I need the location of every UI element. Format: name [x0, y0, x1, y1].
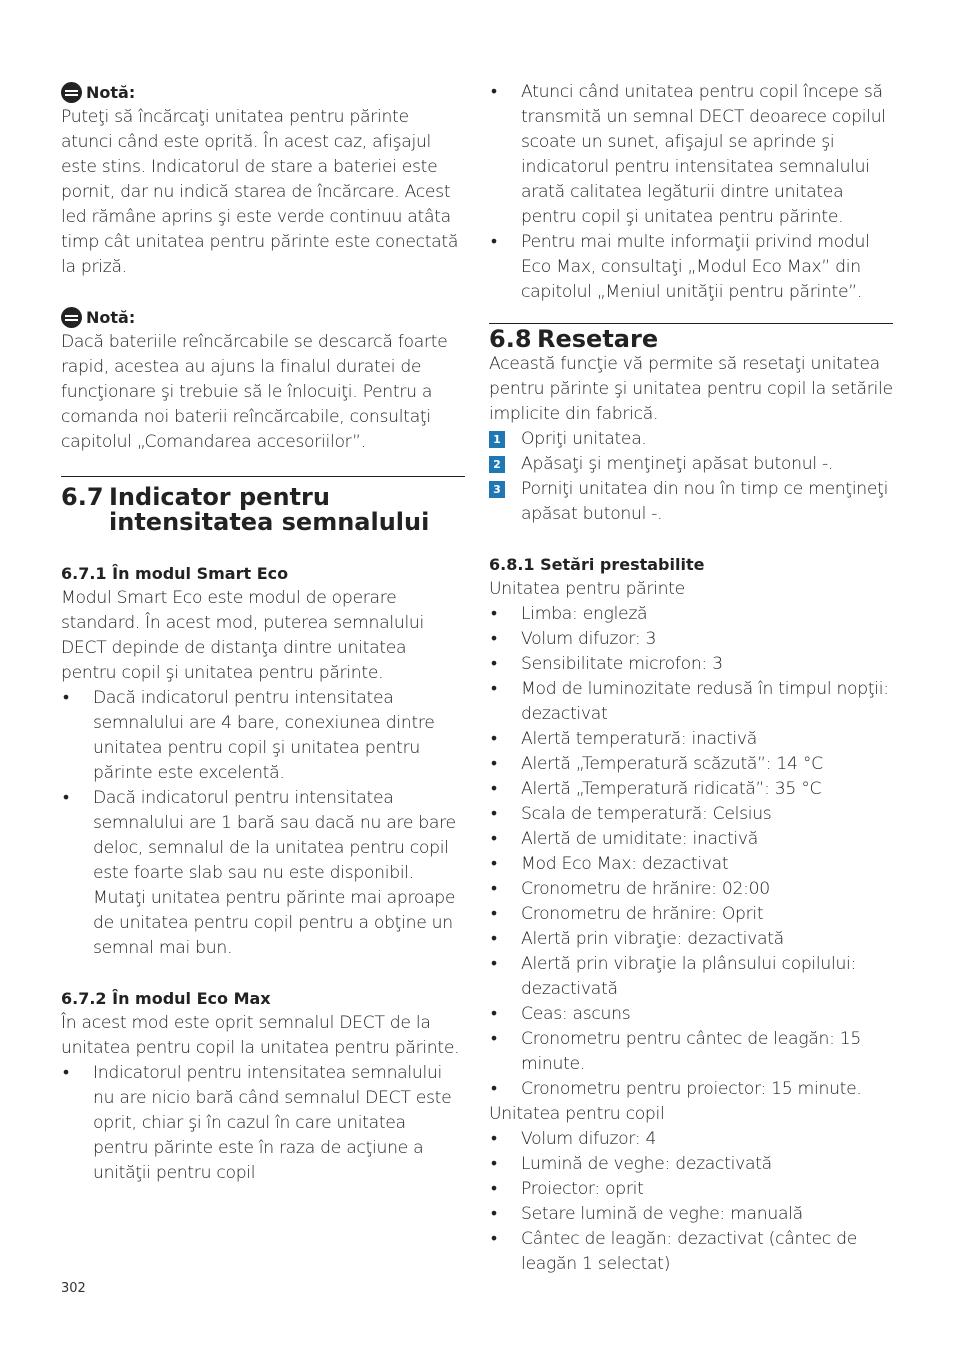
list-item: • Mod Eco Max: dezactivat — [489, 852, 893, 877]
step-text: Porniţi unitatea din nou în timp ce menţineţi apăsat butonul -. — [521, 479, 889, 524]
note-icon — [61, 307, 82, 328]
list-item: • Alertă de umiditate: inactivă — [489, 827, 893, 852]
list-item: • Alertă „Temperatură ridicată”: 35 °C — [489, 777, 893, 802]
list-item: • Cronometru pentru cântec de leagăn: 15 minute. — [489, 1027, 893, 1077]
section-heading — [489, 327, 893, 352]
left-column — [61, 80, 465, 1186]
paragraph: În acest mod este oprit semnalul DECT de la unitatea pentru copil la unitatea pentru părinte. — [61, 1013, 460, 1058]
paragraph: Modul Smart Eco este modul de operare standard. În acest mod, puterea semnalului DECT depinde de distanţa dintre unitatea pentru copil şi unitatea pentru părinte. — [61, 588, 424, 683]
subsection-heading: 6.7.2 În modul Eco Max — [61, 989, 271, 1008]
section-number: 6.7 — [61, 483, 104, 511]
list-item: • Cronometru de hrănire: 02:00 — [489, 877, 893, 902]
list-item: • Mod de luminozitate redusă în timpul nopţii: dezactivat — [489, 677, 893, 727]
step-number: 2 — [489, 456, 505, 473]
note-icon — [61, 82, 82, 103]
bullet-list — [489, 80, 893, 305]
list-item: • Sensibilitate microfon: 3 — [489, 652, 893, 677]
list-item: • Alertă temperatură: inactivă — [489, 727, 893, 752]
step-list — [489, 427, 893, 527]
list-label: Unitatea pentru părinte — [489, 579, 685, 599]
bullet-list — [61, 686, 465, 961]
section-number: 6.8 — [489, 325, 532, 353]
list-item: • Dacă indicatorul pentru intensitatea semnalului are 1 bară sau dacă nu are bare deloc, semnalul de la unitatea pentru copil este foarte slab sau nu este disponibil. Mutaţi unitatea pentru părinte mai aproape de unitatea pentru copil pentru a obţine un semnal mai bun. — [61, 786, 465, 961]
list-label: Unitatea pentru copil — [489, 1104, 665, 1124]
list-item: • Alertă prin vibraţie la plânsului copilului: dezactivată — [489, 952, 893, 1002]
section-heading — [61, 485, 465, 535]
bullet-list — [489, 1127, 893, 1277]
list-item: • Pentru mai multe informaţii privind modul Eco Max, consultaţi „Modul Eco Max” din capitolul „Meniul unităţii pentru părinte”. — [489, 230, 893, 305]
right-column — [489, 80, 893, 1277]
list-item: • Limba: engleză — [489, 602, 893, 627]
list-item: • Cronometru pentru proiector: 15 minute. — [489, 1077, 893, 1102]
subsection-heading: 6.7.1 În modul Smart Eco — [61, 564, 289, 583]
section-divider — [489, 323, 893, 324]
list-item: • Setare lumină de veghe: manuală — [489, 1202, 893, 1227]
list-item: • Cronometru de hrănire: Oprit — [489, 902, 893, 927]
bullet-list — [61, 1061, 465, 1186]
list-item: • Alertă „Temperatură scăzută”: 14 °C — [489, 752, 893, 777]
page-number: 302 — [61, 1281, 86, 1296]
list-item: • Volum difuzor: 4 — [489, 1127, 893, 1152]
list-item: • Proiector: oprit — [489, 1177, 893, 1202]
subsection-heading: 6.8.1 Setări prestabilite — [489, 555, 705, 574]
note-title: Notă: — [86, 83, 136, 102]
step-item — [489, 477, 893, 527]
step-item — [489, 452, 893, 477]
list-item: • Ceas: ascuns — [489, 1002, 893, 1027]
note-heading — [61, 80, 465, 105]
note-heading — [61, 305, 465, 330]
note-text: Puteţi să încărcaţi unitatea pentru părinte atunci când este oprită. În acest caz, afişajul este stins. Indicatorul de stare a bateriei este pornit, dar nu indică starea de încărcare. Acest led rămâne aprins şi este verde continuu atâta timp cât unitatea pentru părinte este conectată la priză. — [61, 107, 459, 277]
section-title: Indicator pentru intensitatea semnalului — [109, 483, 430, 536]
note-title: Notă: — [86, 308, 136, 327]
note-text: Dacă bateriile reîncărcabile se descarcă foarte rapid, acestea au ajuns la finalul duratei de funcţionare şi trebuie să le înlocuiţi. Pentru a comanda noi baterii reîncărcabile, consultaţi capitolul „Comandarea accesoriilor”. — [61, 332, 448, 452]
list-item: • Cântec de leagăn: dezactivat (cântec de leagăn 1 selectat) — [489, 1227, 893, 1277]
paragraph: Această funcţie vă permite să resetaţi unitatea pentru părinte şi unitatea pentru copil la setările implicite din fabrică. — [489, 354, 893, 424]
list-item: • Lumină de veghe: dezactivată — [489, 1152, 893, 1177]
section-divider — [61, 476, 465, 477]
bullet-list — [489, 602, 893, 1102]
list-item: • Alertă prin vibraţie: dezactivată — [489, 927, 893, 952]
list-item: • Scala de temperatură: Celsius — [489, 802, 893, 827]
list-item: • Indicatorul pentru intensitatea semnalului nu are nicio bară când semnalul DECT este oprit, chiar şi în cazul în care unitatea pentru părinte este în raza de acţiune a unităţii pentru copil — [61, 1061, 465, 1186]
step-number: 3 — [489, 481, 505, 498]
list-item: • Dacă indicatorul pentru intensitatea semnalului are 4 bare, conexiunea dintre unitatea pentru copil şi unitatea pentru părinte este excelentă. — [61, 686, 465, 786]
section-title: Resetare — [537, 325, 659, 353]
step-text: Apăsaţi şi menţineţi apăsat butonul -. — [521, 454, 834, 474]
step-item — [489, 427, 893, 452]
step-text: Opriţi unitatea. — [521, 429, 647, 449]
step-number: 1 — [489, 431, 505, 448]
list-item: • Volum difuzor: 3 — [489, 627, 893, 652]
list-item: • Atunci când unitatea pentru copil începe să transmită un semnal DECT deoarece copilul scoate un sunet, afişajul se aprinde şi indicatorul pentru intensitatea semnalului arată calitatea legăturii dintre unitatea pentru copil şi unitatea pentru părinte. — [489, 80, 893, 230]
